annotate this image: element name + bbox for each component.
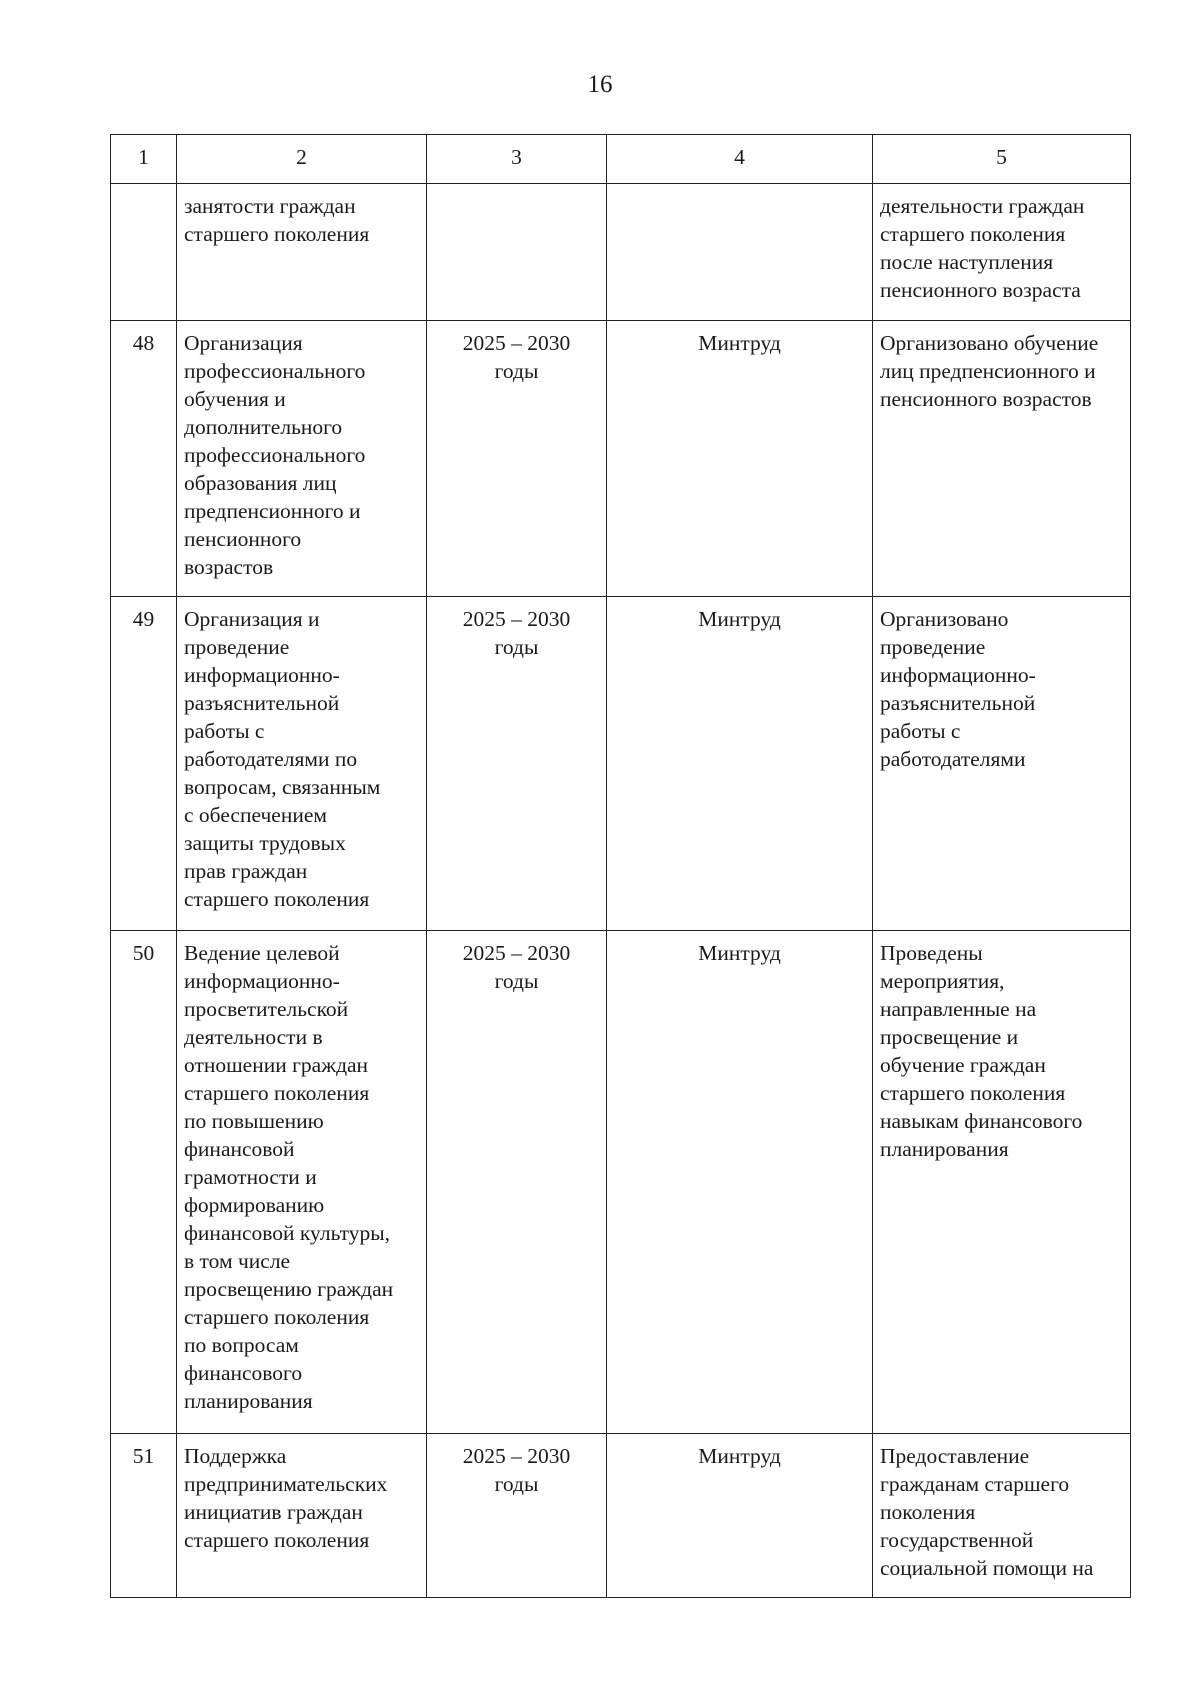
table-row	[111, 184, 1131, 321]
row-number: 48	[111, 321, 177, 597]
result-cell: Организовано обучение лиц предпенсионного и пенсионного возрастов	[873, 321, 1131, 597]
executor-cell	[607, 184, 873, 321]
executor-cell: Минтруд	[607, 1434, 873, 1598]
result-cell: Предоставление гражданам старшего поколения государственной социальной помощи на	[873, 1434, 1131, 1598]
measures-table	[110, 134, 1131, 1598]
row-number: 49	[111, 597, 177, 931]
row-number: 50	[111, 931, 177, 1434]
table-row	[111, 597, 1131, 931]
period-cell	[427, 184, 607, 321]
header-row	[111, 135, 1131, 184]
activity-cell: Организация и проведение информационно- разъяснительной работы с работодателями по вопросам, связанным с обеспечением защиты трудовых прав граждан старшего поколения	[177, 597, 427, 931]
header-col-1: 1	[111, 135, 177, 184]
row-number: 51	[111, 1434, 177, 1598]
executor-cell: Минтруд	[607, 597, 873, 931]
table-row	[111, 931, 1131, 1434]
period-cell: 2025 – 2030 годы	[427, 321, 607, 597]
table-row	[111, 321, 1131, 597]
period-cell: 2025 – 2030 годы	[427, 1434, 607, 1598]
activity-cell: Организация профессионального обучения и дополнительного профессионального образования лиц предпенсионного и пенсионного возрастов	[177, 321, 427, 597]
result-cell: Проведены мероприятия, направленные на просвещение и обучение граждан старшего поколения навыкам финансового планирования	[873, 931, 1131, 1434]
table-row	[111, 1434, 1131, 1598]
activity-cell: Поддержка предпринимательских инициатив граждан старшего поколения	[177, 1434, 427, 1598]
result-cell: деятельности граждан старшего поколения после наступления пенсионного возраста	[873, 184, 1131, 321]
period-cell: 2025 – 2030 годы	[427, 931, 607, 1434]
header-col-2: 2	[177, 135, 427, 184]
row-number	[111, 184, 177, 321]
executor-cell: Минтруд	[607, 931, 873, 1434]
result-cell: Организовано проведение информационно- разъяснительной работы с работодателями	[873, 597, 1131, 931]
activity-cell: Ведение целевой информационно- просветительской деятельности в отношении граждан старшего поколения по повышению финансовой грамотности и формированию финансовой культуры, в том числе просвещению граждан старшего поколения по вопросам финансового планирования	[177, 931, 427, 1434]
header-col-3: 3	[427, 135, 607, 184]
activity-cell: занятости граждан старшего поколения	[177, 184, 427, 321]
header-col-5: 5	[873, 135, 1131, 184]
header-col-4: 4	[607, 135, 873, 184]
period-cell: 2025 – 2030 годы	[427, 597, 607, 931]
page-number: 16	[587, 71, 613, 98]
executor-cell: Минтруд	[607, 321, 873, 597]
